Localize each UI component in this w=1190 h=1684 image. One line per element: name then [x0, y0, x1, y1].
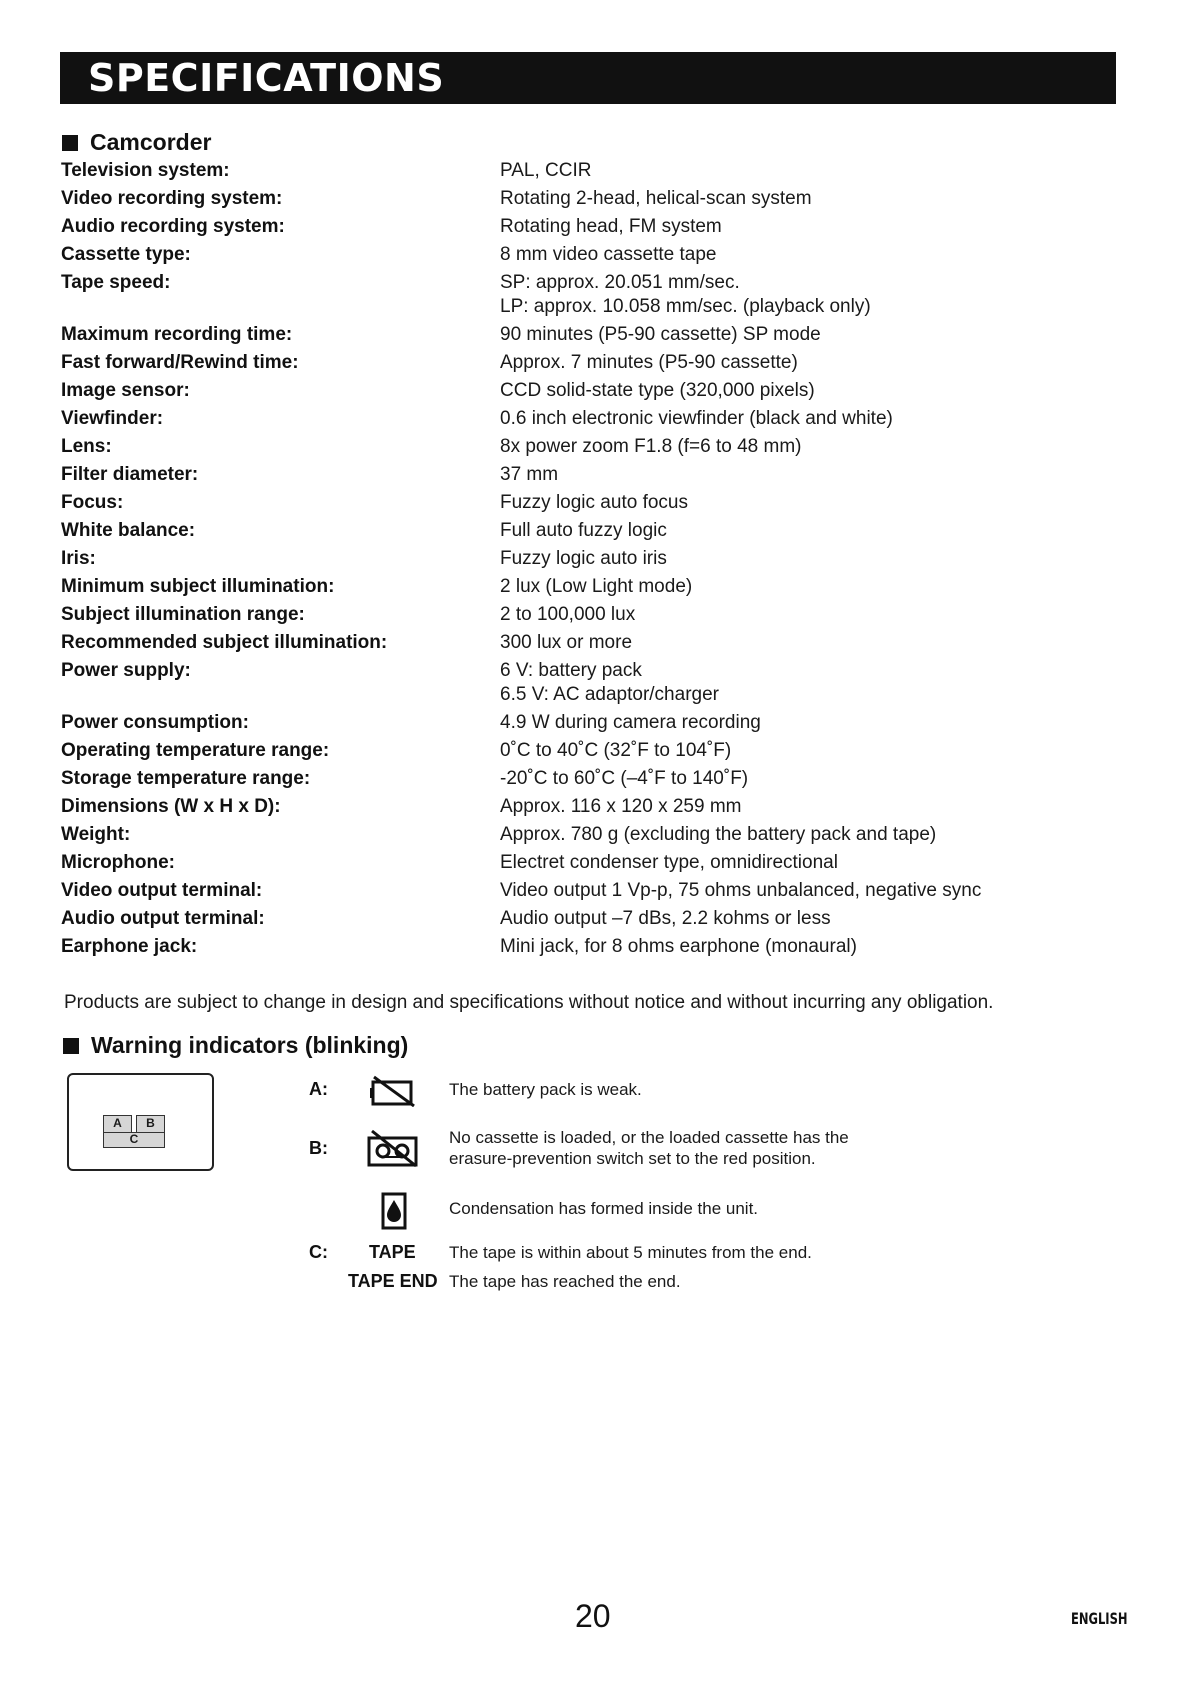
spec-row: [61, 739, 1121, 767]
spec-label: Power supply:: [61, 660, 191, 681]
spec-row: [61, 407, 1121, 435]
spec-value-line: Video output 1 Vp-p, 75 ohms unbalanced, negative sync: [500, 880, 982, 901]
spec-value-line: -20˚C to 60˚C (–4˚F to 140˚F): [500, 768, 749, 789]
spec-value: [500, 323, 821, 347]
spec-value: [500, 795, 742, 819]
spec-value: [500, 463, 558, 487]
spec-row: [61, 631, 1121, 659]
spec-label: Video output terminal:: [61, 880, 263, 901]
spec-label: Recommended subject illumination:: [61, 632, 388, 653]
spec-value-line: Audio output –7 dBs, 2.2 kohms or less: [500, 908, 831, 929]
spec-label: Viewfinder:: [61, 408, 164, 429]
spec-value: [500, 435, 801, 459]
spec-row: [61, 491, 1121, 519]
spec-row: [61, 379, 1121, 407]
tape-code: TAPE: [369, 1242, 416, 1262]
spec-label: Audio recording system:: [61, 216, 285, 237]
viewfinder-display-diagram: [67, 1073, 214, 1171]
display-segment-a: A: [103, 1115, 132, 1133]
camcorder-heading: [62, 129, 211, 156]
spec-value: [500, 823, 936, 847]
spec-label: Fast forward/Rewind time:: [61, 352, 299, 373]
condensation-text: Condensation has formed inside the unit.: [449, 1199, 759, 1218]
cassette-warning-text: [449, 1127, 849, 1169]
spec-value-line: LP: approx. 10.058 mm/sec. (playback only): [500, 296, 871, 317]
spec-row: [61, 271, 1121, 323]
spec-value: [500, 407, 893, 431]
spec-value-line: 8 mm video cassette tape: [500, 244, 717, 265]
spec-value-line: 37 mm: [500, 464, 559, 485]
indicator-letter-b: B:: [309, 1138, 328, 1158]
spec-value-line: Rotating 2-head, helical-scan system: [500, 188, 812, 209]
spec-value-line: 4.9 W during camera recording: [500, 712, 761, 733]
spec-value-line: Electret condenser type, omnidirectional: [500, 852, 838, 873]
spec-value: [500, 935, 857, 959]
spec-value: [500, 351, 798, 375]
spec-label: Power consumption:: [61, 712, 249, 733]
spec-row: [61, 603, 1121, 631]
battery-warning-text: The battery pack is weak.: [449, 1080, 642, 1099]
spec-value-line: Mini jack, for 8 ohms earphone (monaural): [500, 936, 857, 957]
spec-value-line: SP: approx. 20.051 mm/sec.: [500, 272, 740, 293]
spec-value-line: Rotating head, FM system: [500, 216, 722, 237]
warning-heading-text: Warning indicators (blinking): [91, 1032, 409, 1058]
spec-value-line: Fuzzy logic auto focus: [500, 492, 688, 513]
spec-value-line: 6 V: battery pack: [500, 660, 642, 681]
spec-label: Filter diameter:: [61, 464, 199, 485]
spec-label: Tape speed:: [61, 272, 171, 293]
spec-row: [61, 659, 1121, 711]
spec-value-line: 2 lux (Low Light mode): [500, 576, 693, 597]
spec-row: [61, 463, 1121, 491]
spec-row: [61, 519, 1121, 547]
spec-label: Television system:: [61, 160, 230, 181]
spec-value-line: Fuzzy logic auto iris: [500, 548, 667, 569]
page-number: 20: [575, 1598, 611, 1634]
indicator-letter-a: A:: [309, 1079, 328, 1099]
spec-value: [500, 767, 748, 791]
condensation-drop-icon: [381, 1192, 407, 1230]
spec-value: [500, 491, 688, 515]
spec-value: [500, 851, 838, 875]
spec-value-line: 300 lux or more: [500, 632, 633, 653]
spec-row: [61, 243, 1121, 271]
warning-heading: [63, 1032, 408, 1059]
spec-label: Maximum recording time:: [61, 324, 293, 345]
spec-value: [500, 659, 719, 707]
spec-value-line: PAL, CCIR: [500, 160, 592, 181]
spec-value: [500, 739, 731, 763]
spec-label: Earphone jack:: [61, 936, 198, 957]
spec-value: [500, 575, 692, 599]
tape-warning-text: The tape is within about 5 minutes from the end.: [449, 1243, 812, 1262]
spec-row: [61, 711, 1121, 739]
spec-label: Lens:: [61, 436, 112, 457]
spec-label: Storage temperature range:: [61, 768, 311, 789]
cassette-warning-line-1: No cassette is loaded, or the loaded cassette has the: [449, 1128, 849, 1147]
spec-label: Weight:: [61, 824, 131, 845]
spec-row: [61, 575, 1121, 603]
spec-value: [500, 215, 722, 239]
square-bullet-icon: [63, 1038, 79, 1054]
spec-value: [500, 879, 981, 903]
spec-value-line: Approx. 116 x 120 x 259 mm: [500, 796, 742, 817]
spec-value: [500, 603, 635, 627]
display-segment-b: B: [136, 1115, 165, 1133]
spec-value: [500, 631, 632, 655]
spec-label: Audio output terminal:: [61, 908, 265, 929]
tape-end-code: TAPE END: [348, 1271, 438, 1291]
display-segment-c: C: [103, 1132, 165, 1148]
cassette-warning-line-2: erasure-prevention switch set to the red position.: [449, 1149, 816, 1168]
spec-value-line: 2 to 100,000 lux: [500, 604, 636, 625]
spec-label: Cassette type:: [61, 244, 191, 265]
spec-value: [500, 159, 592, 183]
spec-value: [500, 519, 667, 543]
spec-value: [500, 187, 812, 211]
spec-row: [61, 823, 1121, 851]
spec-label: Subject illumination range:: [61, 604, 305, 625]
spec-value-line: 0˚C to 40˚C (32˚F to 104˚F): [500, 740, 732, 761]
page-title: SPECIFICATIONS: [88, 56, 445, 100]
spec-value-line: 6.5 V: AC adaptor/charger: [500, 684, 719, 705]
spec-row: [61, 851, 1121, 879]
spec-value: [500, 379, 815, 403]
spec-row: [61, 435, 1121, 463]
spec-row: [61, 879, 1121, 907]
indicator-letter-c: C:: [309, 1242, 328, 1262]
spec-value-line: 8x power zoom F1.8 (f=6 to 48 mm): [500, 436, 802, 457]
spec-value: [500, 547, 667, 571]
spec-value: [500, 907, 831, 931]
language-label: ENGLISH: [1071, 1609, 1128, 1628]
spec-label: Dimensions (W x H x D):: [61, 796, 281, 817]
spec-value: [500, 271, 871, 319]
spec-label: Video recording system:: [61, 188, 283, 209]
square-bullet-icon: [62, 135, 78, 151]
spec-value-line: 90 minutes (P5-90 cassette) SP mode: [500, 324, 821, 345]
tape-end-text: The tape has reached the end.: [449, 1272, 681, 1291]
spec-row: [61, 935, 1121, 963]
spec-list: [61, 159, 1121, 963]
spec-label: Minimum subject illumination:: [61, 576, 335, 597]
spec-label: Image sensor:: [61, 380, 190, 401]
spec-value-line: CCD solid-state type (320,000 pixels): [500, 380, 815, 401]
spec-label: Focus:: [61, 492, 124, 513]
spec-row: [61, 351, 1121, 379]
cassette-prohibited-icon: [366, 1128, 420, 1168]
spec-value-line: Full auto fuzzy logic: [500, 520, 667, 541]
disclaimer-note: Products are subject to change in design and specifications without notice and without incurring any obligation.: [64, 992, 994, 1013]
camcorder-heading-text: Camcorder: [90, 129, 212, 155]
spec-value: [500, 711, 761, 735]
spec-value-line: Approx. 780 g (excluding the battery pack and tape): [500, 824, 937, 845]
spec-row: [61, 159, 1121, 187]
spec-label: White balance:: [61, 520, 196, 541]
spec-row: [61, 795, 1121, 823]
spec-row: [61, 323, 1121, 351]
spec-row: [61, 767, 1121, 795]
spec-value-line: 0.6 inch electronic viewfinder (black and white): [500, 408, 893, 429]
spec-label: Iris:: [61, 548, 96, 569]
spec-label: Microphone:: [61, 852, 175, 873]
spec-value: [500, 243, 717, 267]
spec-label: Operating temperature range:: [61, 740, 330, 761]
spec-row: [61, 907, 1121, 935]
spec-value-line: Approx. 7 minutes (P5-90 cassette): [500, 352, 798, 373]
spec-row: [61, 215, 1121, 243]
battery-weak-icon: [370, 1075, 416, 1107]
spec-row: [61, 187, 1121, 215]
spec-row: [61, 547, 1121, 575]
title-bar: [60, 52, 1116, 104]
